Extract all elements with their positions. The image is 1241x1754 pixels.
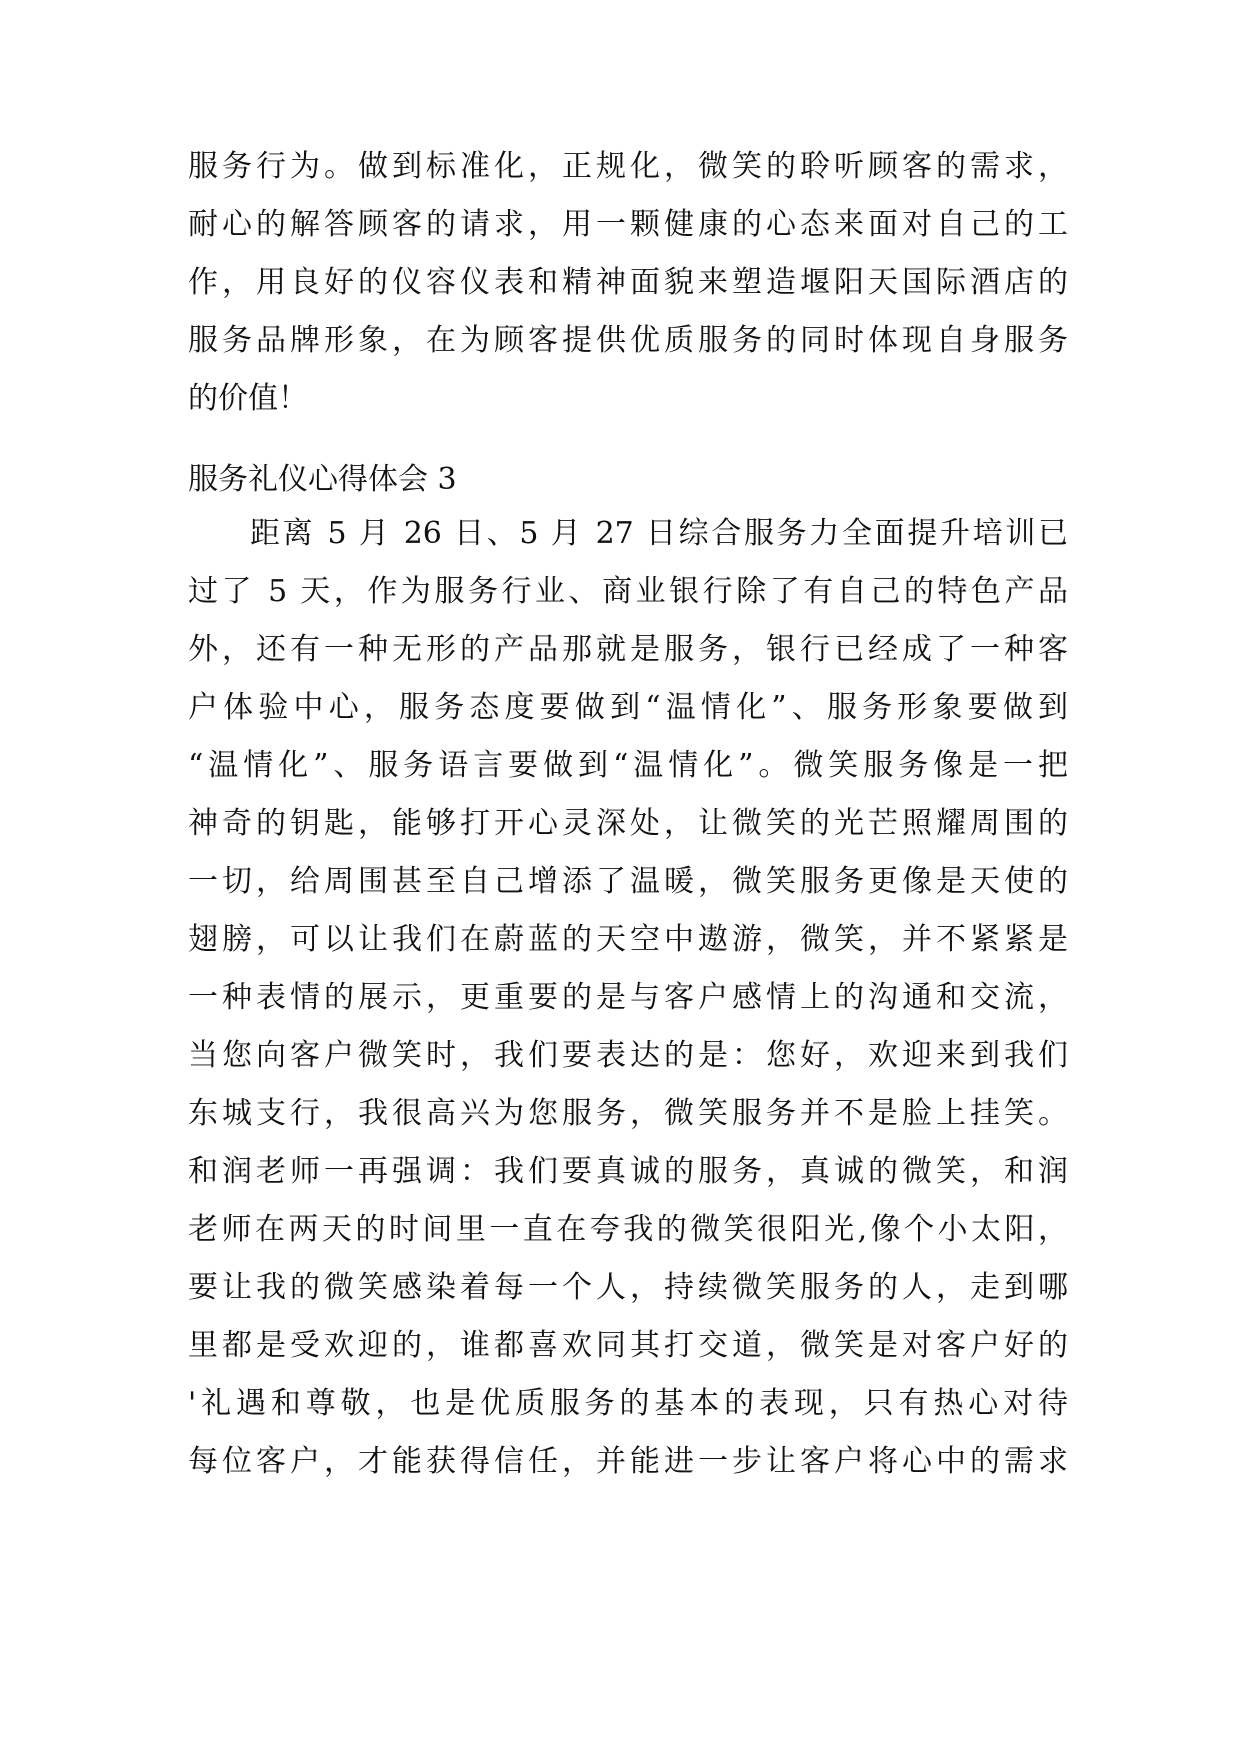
text-line: 服务行为。做到标准化，正规化，微笑的聆听顾客的需求， bbox=[188, 149, 1068, 184]
text-line: 要让我的微笑感染着每一个人，持续微笑服务的人，走到哪 bbox=[188, 1270, 1068, 1305]
text-line: 距离 5 月 26 日、5 月 27 日综合服务力全面提升培训已 bbox=[250, 516, 1068, 551]
text-line: 东城支行，我很高兴为您服务，微笑服务并不是脸上挂笑。 bbox=[188, 1096, 1068, 1131]
text-line: 户体验中心，服务态度要做到“温情化”、服务形象要做到 bbox=[188, 690, 1068, 725]
text-line: 神奇的钥匙，能够打开心灵深处，让微笑的光芒照耀周围的 bbox=[188, 806, 1068, 841]
paragraph-main bbox=[188, 505, 1068, 1491]
text-line: 当您向客户微笑时，我们要表达的是：您好，欢迎来到我们 bbox=[188, 1038, 1068, 1073]
section-heading-block bbox=[188, 451, 1068, 509]
text-line: 耐心的解答顾客的请求，用一颗健康的心态来面对自己的工 bbox=[188, 207, 1068, 242]
text-line: '礼遇和尊敬，也是优质服务的基本的表现，只有热心对待 bbox=[188, 1386, 1068, 1421]
text-line: 老师在两天的时间里一直在夸我的微笑很阳光,像个小太阳， bbox=[188, 1212, 1068, 1247]
text-line: 每位客户，才能获得信任，并能进一步让客户将心中的需求 bbox=[188, 1444, 1068, 1479]
text-line: 翅膀，可以让我们在蔚蓝的天空中遨游，微笑，并不紧紧是 bbox=[188, 922, 1068, 957]
text-line: 作，用良好的仪容仪表和精神面貌来塑造堰阳天国际酒店的 bbox=[188, 265, 1068, 300]
section-title: 服务礼仪心得体会 3 bbox=[188, 462, 457, 497]
text-line: 一种表情的展示，更重要的是与客户感情上的沟通和交流， bbox=[188, 980, 1068, 1015]
text-line: 外，还有一种无形的产品那就是服务，银行已经成了一种客 bbox=[188, 632, 1068, 667]
text-line: 里都是受欢迎的，谁都喜欢同其打交道，微笑是对客户好的 bbox=[188, 1328, 1068, 1363]
text-line: “温情化”、服务语言要做到“温情化”。微笑服务像是一把 bbox=[188, 748, 1068, 783]
text-line: 过了 5 天，作为服务行业、商业银行除了有自己的特色产品 bbox=[188, 574, 1068, 609]
text-line: 服务品牌形象，在为顾客提供优质服务的同时体现自身服务 bbox=[188, 323, 1068, 358]
text-line: 和润老师一再强调：我们要真诚的服务，真诚的微笑，和润 bbox=[188, 1154, 1068, 1189]
text-line: 的价值！ bbox=[188, 381, 308, 416]
text-line: 一切，给周围甚至自己增添了温暖，微笑服务更像是天使的 bbox=[188, 864, 1068, 899]
paragraph-continued bbox=[188, 138, 1068, 428]
